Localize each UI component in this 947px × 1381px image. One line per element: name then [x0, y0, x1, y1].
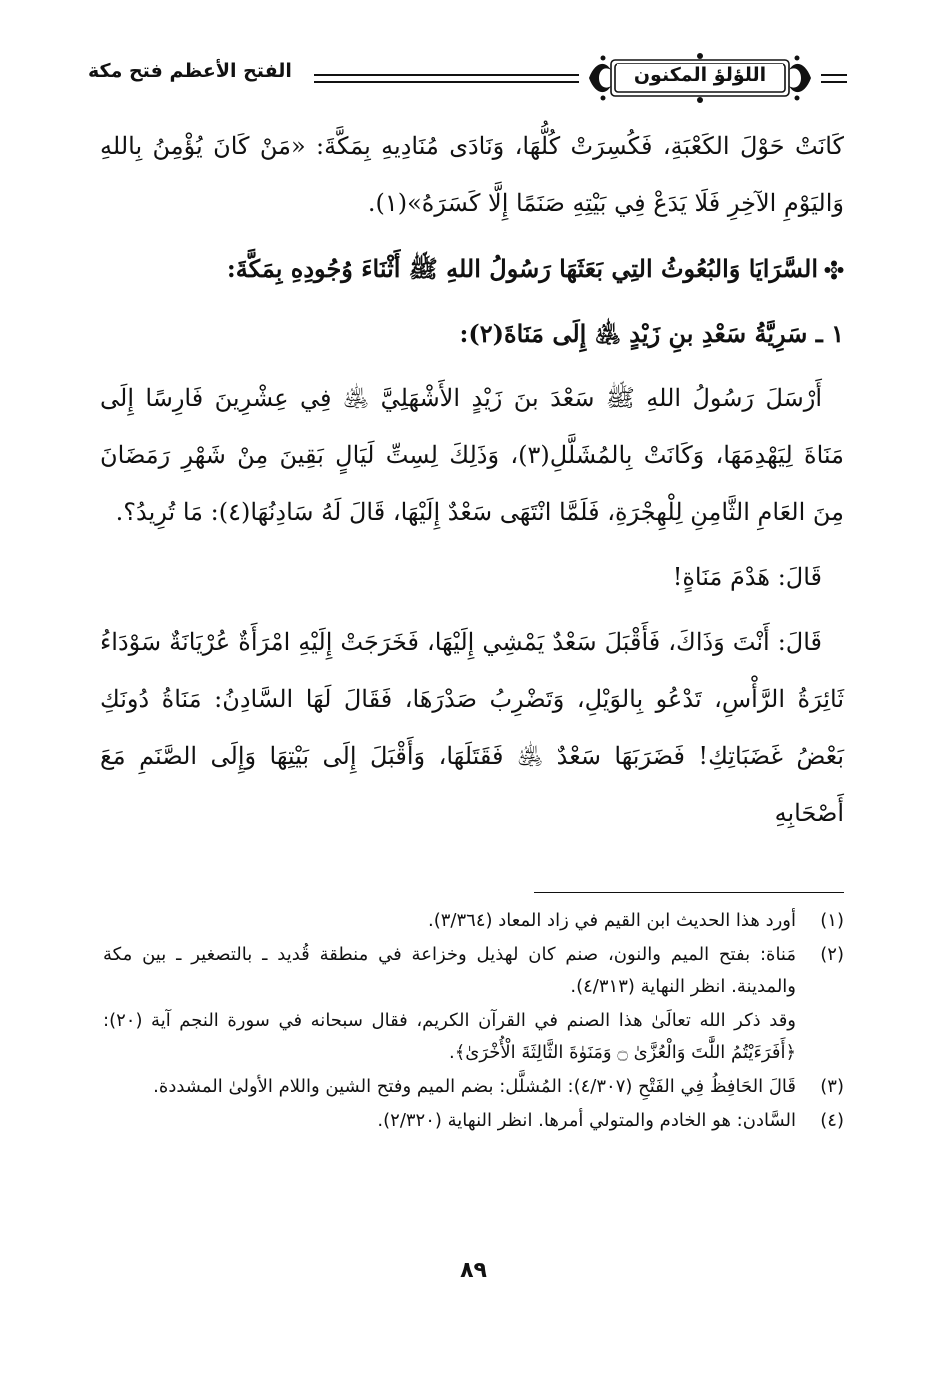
- section-title: الفتح الأعظم فتح مكة: [88, 60, 292, 82]
- footnote-number: (٣): [820, 1076, 844, 1097]
- book-title-ornament: [587, 52, 813, 104]
- footnote-number: (٤): [820, 1110, 844, 1131]
- footnote-text: السَّادن: هو الخادم والمتولي أمرها. انظر النهاية (٢/٣٢٠).: [377, 1110, 796, 1131]
- section-heading-text: السَّرَايَا وَالبُعُوثُ التِي بَعَثَهَا رَسُولُ اللهِ ﷺ أَثْنَاءَ وُجُودِهِ بِمَكَّةَ:: [226, 254, 818, 283]
- book-title: اللؤلؤ المكنون: [617, 64, 783, 86]
- footnotes: [103, 905, 844, 1139]
- footnote-number: (٢): [820, 944, 844, 965]
- page-number: ٨٩: [460, 1258, 487, 1283]
- footnote: [103, 1071, 844, 1103]
- footnote-text: قَالَ الحَافِظُ فِي الفَتْحِ (٤/٣٠٧): المُشلَّل: بضم الميم وفتح الشين واللام الأولىٰ المشددة.: [153, 1076, 796, 1097]
- section-heading: [100, 240, 844, 297]
- main-text: [100, 118, 844, 842]
- footnote-text: مَناة: بفتح الميم والنون، صنم كان لهذيل وخزاعة في منطقة قُديد ـ بالتصغير ـ بين مكة والمدينة. انظر النهاية (٤/٣١٣).: [103, 944, 796, 997]
- footnote-number: (١): [820, 910, 844, 931]
- footnote-continuation: وقد ذكر الله تعالَىٰ هذا الصنم في القرآن الكريم، فقال سبحانه في سورة النجم آية (٢٠): ﴿أَفَرَءَيْتُمُ اللَّٰتَ وَالْعُزَّىٰ ۝ وَمَنَوٰةَ الثَّالِثَةَ الْأُخْرَىٰ﴾.: [103, 1010, 796, 1063]
- footnote: [103, 1105, 844, 1137]
- header-rule: [821, 74, 847, 83]
- subsection-heading: ١ ـ سَرِيَّةُ سَعْدِ بنِ زَيْدٍ ﵁ إِلَى مَنَاةَ(٢):: [459, 319, 844, 348]
- footnote: [103, 939, 844, 1003]
- footnote-separator: [534, 892, 844, 893]
- paragraph: أَرْسَلَ رَسُولُ اللهِ ﷺ سَعْدَ بنَ زَيْدٍ الأَشْهَلِيَّ ﵁ فِي عِشْرِينَ فَارِسًا إِلَى مَنَاةَ لِيَهْدِمَهَا، وَكَانَتْ بِالمُشَلَّلِ(٣)، وَذَلِكَ لِسِتِّ لَيَالٍ بَقِينَ مِنْ شَهْرِ رَمَضَانَ مِنَ العَامِ الثَّامِنِ لِلْهِجْرَةِ، فَلَمَّا انْتَهَى سَعْدٌ إِلَيْهَا، قَالَ لَهُ سَادِنُهَا(٤): مَا تُرِيدُ؟.: [100, 384, 844, 526]
- running-header: [88, 52, 847, 106]
- paragraph: قَالَ: أَنْتَ وَذَاكَ، فَأَقْبَلَ سَعْدٌ يَمْشِي إِلَيْهَا، فَخَرَجَتْ إِلَيْهِ امْرَأَةٌ عُرْيَانَةٌ سَوْدَاءُ ثَائِرَةُ الرَّأْسِ، تَدْعُو بِالوَيْلِ، وَتَضْرِبُ صَدْرَهَا، فَقَالَ لَهَا السَّادِنُ: مَنَاةُ دُونَكِ بَعْضُ غَضَبَاتِكِ! فَضَرَبَهَا سَعْدٌ ﵁ فَقَتَلَهَا، وَأَقْبَلَ إِلَى بَيْتِهَا وَإِلَى الصَّنَمِ مَعَ أَصْحَابِهِ: [100, 628, 845, 827]
- paragraph: قَالَ: هَدْمَ مَنَاةٍ!: [672, 563, 822, 591]
- paragraph: كَانَتْ حَوْلَ الكَعْبَةِ، فَكُسِرَتْ كُلُّهَا، وَنَادَى مُنَادِيهِ بِمَكَّةَ: «مَنْ كَانَ يُؤْمِنُ بِاللهِ وَاليَوْمِ الآخِرِ فَلَا يَدَعْ فِي بَيْتِهِ صَنَمًا إِلَّا كَسَرَهُ»(١).: [100, 132, 844, 217]
- footnote-text: أورد هذا الحديث ابن القيم في زاد المعاد (٣/٣٦٤).: [428, 910, 796, 931]
- footnote: [103, 905, 844, 937]
- header-rule: [314, 74, 579, 83]
- flower-ornament-icon: [824, 260, 844, 280]
